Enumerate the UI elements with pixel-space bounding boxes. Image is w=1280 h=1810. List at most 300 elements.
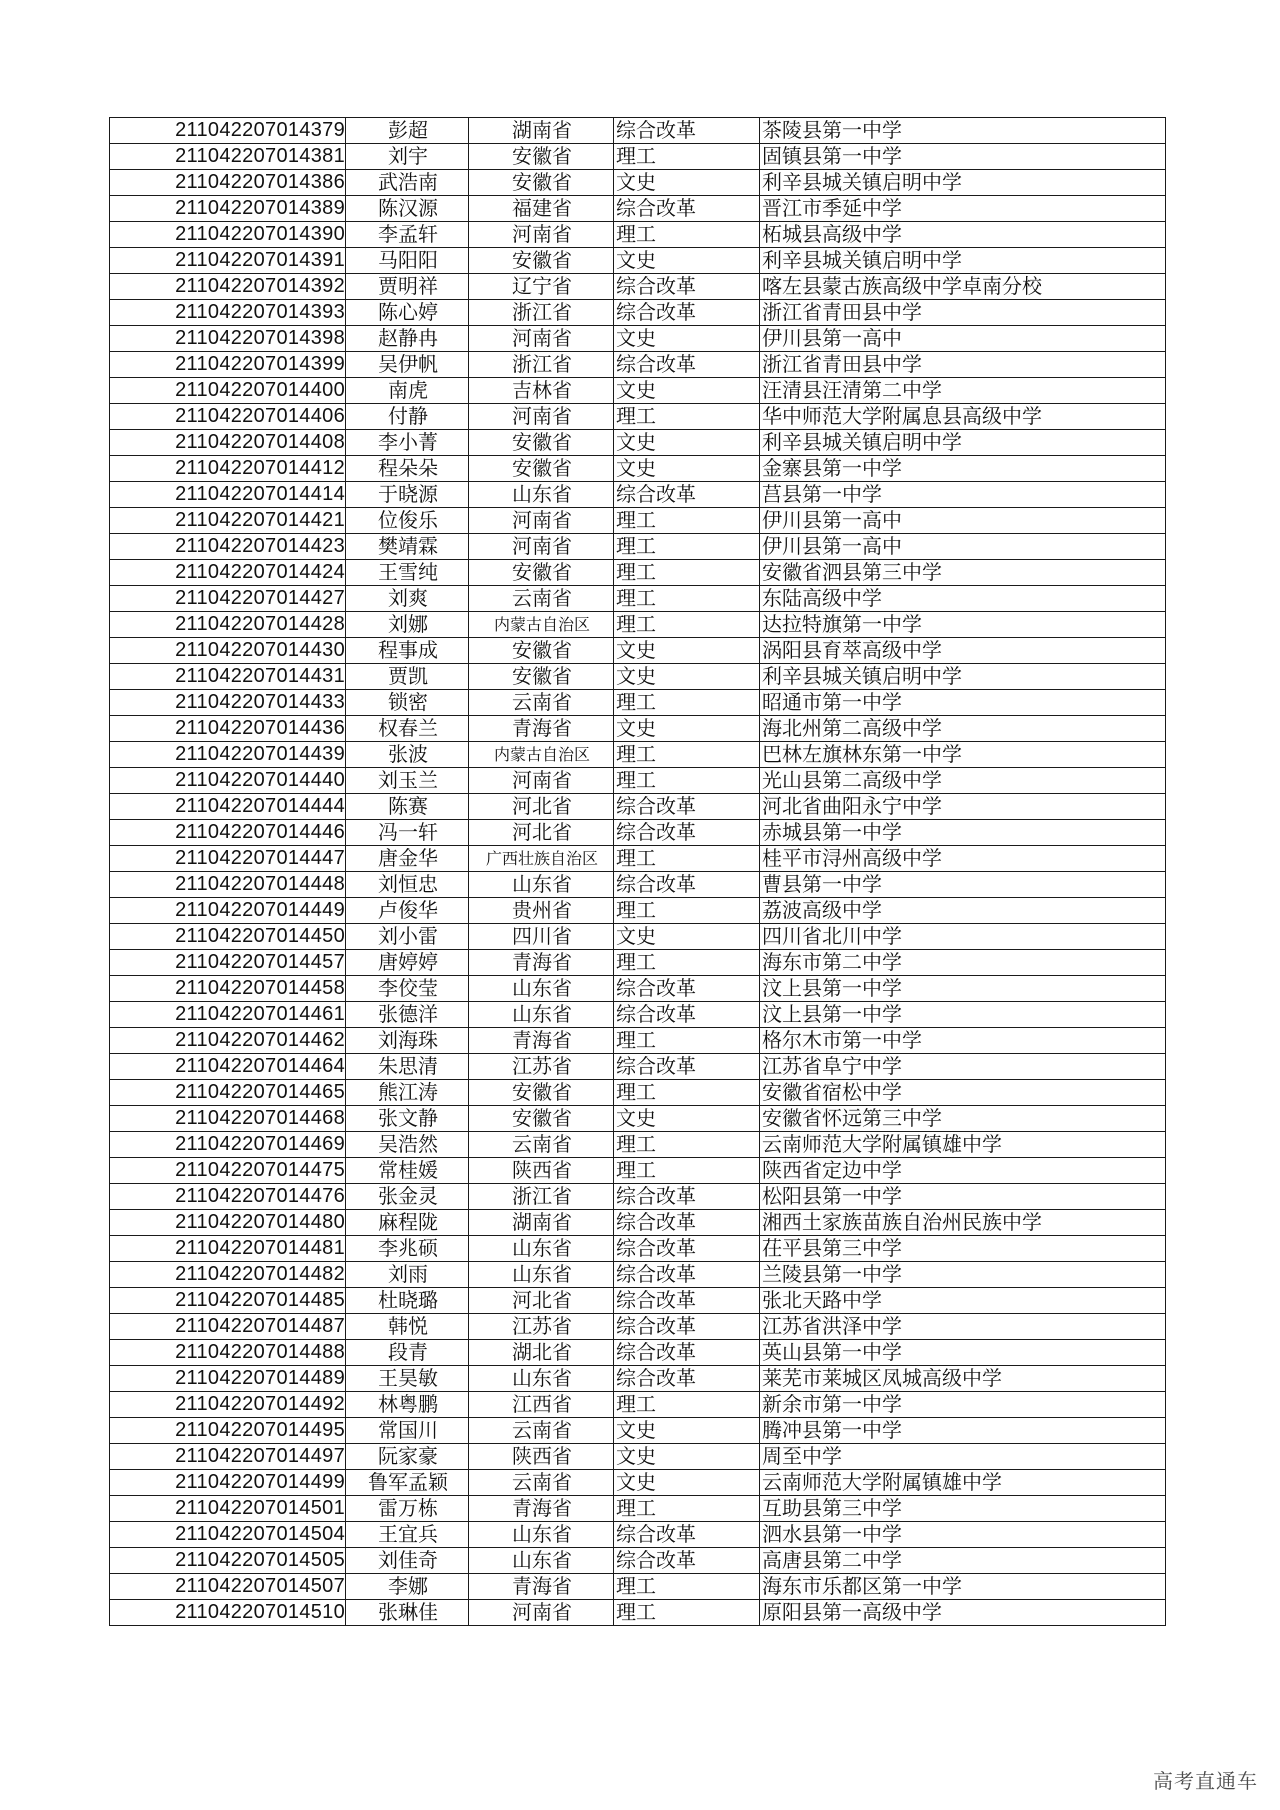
table-row [110,1184,1166,1210]
candidate-number-cell: 211042207014480 [110,1210,346,1236]
table-row [110,248,1166,274]
table-row [110,326,1166,352]
candidate-number-cell: 211042207014504 [110,1522,346,1548]
province-cell: 江苏省 [469,1054,614,1080]
table-row [110,950,1166,976]
province-cell: 山东省 [469,1366,614,1392]
province-cell: 福建省 [469,196,614,222]
high-school-cell: 张北天路中学 [760,1288,1166,1314]
student-name-cell: 韩悦 [346,1314,469,1340]
table-row [110,1158,1166,1184]
student-name-cell: 陈心婷 [346,300,469,326]
high-school-cell: 周至中学 [760,1444,1166,1470]
province-cell: 河北省 [469,1288,614,1314]
table-row [110,1496,1166,1522]
student-name-cell: 卢俊华 [346,898,469,924]
province-cell: 内蒙古自治区 [469,742,614,768]
high-school-cell: 英山县第一中学 [760,1340,1166,1366]
subject-track-cell: 综合改革 [614,794,760,820]
province-cell: 云南省 [469,690,614,716]
student-name-cell: 雷万栋 [346,1496,469,1522]
candidate-number-cell: 211042207014412 [110,456,346,482]
student-name-cell: 刘佳奇 [346,1548,469,1574]
high-school-cell: 四川省北川中学 [760,924,1166,950]
student-name-cell: 彭超 [346,118,469,144]
subject-track-cell: 理工 [614,846,760,872]
subject-track-cell: 综合改革 [614,1314,760,1340]
table-row [110,794,1166,820]
student-name-cell: 李娜 [346,1574,469,1600]
table-row [110,1002,1166,1028]
subject-track-cell: 文史 [614,638,760,664]
table-row [110,716,1166,742]
student-name-cell: 陈汉源 [346,196,469,222]
province-cell: 广西壮族自治区 [469,846,614,872]
high-school-cell: 金寨县第一中学 [760,456,1166,482]
subject-track-cell: 综合改革 [614,300,760,326]
candidate-number-cell: 211042207014485 [110,1288,346,1314]
province-cell: 河南省 [469,508,614,534]
candidate-number-cell: 211042207014424 [110,560,346,586]
high-school-cell: 固镇县第一中学 [760,144,1166,170]
student-name-cell: 于晓源 [346,482,469,508]
candidate-number-cell: 211042207014398 [110,326,346,352]
student-name-cell: 刘宇 [346,144,469,170]
table-row [110,1262,1166,1288]
student-name-cell: 鲁军孟颖 [346,1470,469,1496]
candidate-number-cell: 211042207014507 [110,1574,346,1600]
subject-track-cell: 综合改革 [614,820,760,846]
candidate-number-cell: 211042207014461 [110,1002,346,1028]
subject-track-cell: 理工 [614,690,760,716]
high-school-cell: 江苏省洪泽中学 [760,1314,1166,1340]
candidate-number-cell: 211042207014440 [110,768,346,794]
province-cell: 内蒙古自治区 [469,612,614,638]
table-row [110,664,1166,690]
subject-track-cell: 理工 [614,1600,760,1626]
student-name-cell: 刘雨 [346,1262,469,1288]
candidate-number-cell: 211042207014391 [110,248,346,274]
candidate-number-cell: 211042207014392 [110,274,346,300]
student-name-cell: 锁密 [346,690,469,716]
table-row [110,1028,1166,1054]
candidate-number-cell: 211042207014446 [110,820,346,846]
high-school-cell: 汪清县汪清第二中学 [760,378,1166,404]
subject-track-cell: 综合改革 [614,872,760,898]
high-school-cell: 达拉特旗第一中学 [760,612,1166,638]
table-row [110,638,1166,664]
table-row [110,300,1166,326]
student-name-cell: 李小菁 [346,430,469,456]
candidate-number-cell: 211042207014492 [110,1392,346,1418]
high-school-cell: 柘城县高级中学 [760,222,1166,248]
table-row [110,690,1166,716]
province-cell: 青海省 [469,950,614,976]
high-school-cell: 涡阳县育萃高级中学 [760,638,1166,664]
province-cell: 云南省 [469,1132,614,1158]
subject-track-cell: 理工 [614,560,760,586]
student-name-cell: 刘小雷 [346,924,469,950]
high-school-cell: 汶上县第一中学 [760,976,1166,1002]
student-name-cell: 张金灵 [346,1184,469,1210]
subject-track-cell: 理工 [614,1080,760,1106]
student-name-cell: 阮家豪 [346,1444,469,1470]
subject-track-cell: 文史 [614,1470,760,1496]
province-cell: 云南省 [469,1418,614,1444]
candidate-number-cell: 211042207014436 [110,716,346,742]
high-school-cell: 泗水县第一中学 [760,1522,1166,1548]
province-cell: 浙江省 [469,352,614,378]
subject-track-cell: 综合改革 [614,1366,760,1392]
table-row [110,1392,1166,1418]
table-row [110,352,1166,378]
subject-track-cell: 理工 [614,404,760,430]
table-row [110,534,1166,560]
candidate-number-cell: 211042207014476 [110,1184,346,1210]
high-school-cell: 利辛县城关镇启明中学 [760,430,1166,456]
candidate-number-cell: 211042207014458 [110,976,346,1002]
candidate-number-cell: 211042207014499 [110,1470,346,1496]
student-name-cell: 唐婷婷 [346,950,469,976]
candidate-number-cell: 211042207014408 [110,430,346,456]
province-cell: 山东省 [469,1236,614,1262]
student-name-cell: 樊靖霖 [346,534,469,560]
high-school-cell: 云南师范大学附属镇雄中学 [760,1470,1166,1496]
candidate-number-cell: 211042207014428 [110,612,346,638]
province-cell: 湖南省 [469,118,614,144]
candidate-number-cell: 211042207014505 [110,1548,346,1574]
candidate-number-cell: 211042207014399 [110,352,346,378]
province-cell: 山东省 [469,482,614,508]
high-school-cell: 桂平市浔州高级中学 [760,846,1166,872]
subject-track-cell: 综合改革 [614,1522,760,1548]
province-cell: 安徽省 [469,456,614,482]
candidate-number-cell: 211042207014468 [110,1106,346,1132]
province-cell: 河南省 [469,404,614,430]
subject-track-cell: 综合改革 [614,482,760,508]
high-school-cell: 兰陵县第一中学 [760,1262,1166,1288]
high-school-cell: 湘西土家族苗族自治州民族中学 [760,1210,1166,1236]
candidate-number-cell: 211042207014457 [110,950,346,976]
province-cell: 青海省 [469,716,614,742]
high-school-cell: 浙江省青田县中学 [760,352,1166,378]
province-cell: 河北省 [469,820,614,846]
high-school-cell: 茶陵县第一中学 [760,118,1166,144]
candidate-number-cell: 211042207014450 [110,924,346,950]
high-school-cell: 喀左县蒙古族高级中学卓南分校 [760,274,1166,300]
province-cell: 安徽省 [469,170,614,196]
table-row [110,742,1166,768]
candidate-number-cell: 211042207014439 [110,742,346,768]
subject-track-cell: 文史 [614,378,760,404]
province-cell: 青海省 [469,1028,614,1054]
province-cell: 浙江省 [469,1184,614,1210]
student-name-cell: 常国川 [346,1418,469,1444]
candidate-number-cell: 211042207014414 [110,482,346,508]
high-school-cell: 曹县第一中学 [760,872,1166,898]
student-name-cell: 南虎 [346,378,469,404]
subject-track-cell: 理工 [614,1132,760,1158]
candidate-number-cell: 211042207014501 [110,1496,346,1522]
student-name-cell: 贾凯 [346,664,469,690]
candidate-number-cell: 211042207014430 [110,638,346,664]
candidate-number-cell: 211042207014464 [110,1054,346,1080]
student-name-cell: 权春兰 [346,716,469,742]
province-cell: 河北省 [469,794,614,820]
table-row [110,378,1166,404]
table-row [110,1288,1166,1314]
subject-track-cell: 综合改革 [614,196,760,222]
province-cell: 贵州省 [469,898,614,924]
subject-track-cell: 综合改革 [614,1236,760,1262]
province-cell: 山东省 [469,1262,614,1288]
candidate-number-cell: 211042207014489 [110,1366,346,1392]
student-name-cell: 段青 [346,1340,469,1366]
candidate-number-cell: 211042207014510 [110,1600,346,1626]
high-school-cell: 格尔木市第一中学 [760,1028,1166,1054]
candidate-number-cell: 211042207014379 [110,118,346,144]
province-cell: 安徽省 [469,560,614,586]
candidate-number-cell: 211042207014469 [110,1132,346,1158]
roster-body [110,118,1166,1626]
subject-track-cell: 理工 [614,1574,760,1600]
province-cell: 辽宁省 [469,274,614,300]
subject-track-cell: 文史 [614,248,760,274]
subject-track-cell: 文史 [614,1418,760,1444]
province-cell: 安徽省 [469,664,614,690]
high-school-cell: 云南师范大学附属镇雄中学 [760,1132,1166,1158]
student-name-cell: 刘恒忠 [346,872,469,898]
table-row [110,508,1166,534]
table-row [110,1236,1166,1262]
table-row [110,586,1166,612]
table-row [110,1548,1166,1574]
student-name-cell: 张德洋 [346,1002,469,1028]
province-cell: 青海省 [469,1574,614,1600]
province-cell: 青海省 [469,1496,614,1522]
student-name-cell: 李兆硕 [346,1236,469,1262]
table-row [110,144,1166,170]
table-row [110,1314,1166,1340]
high-school-cell: 伊川县第一高中 [760,326,1166,352]
subject-track-cell: 综合改革 [614,1288,760,1314]
candidate-number-cell: 211042207014389 [110,196,346,222]
candidate-number-cell: 211042207014495 [110,1418,346,1444]
province-cell: 山东省 [469,1548,614,1574]
province-cell: 安徽省 [469,248,614,274]
province-cell: 湖北省 [469,1340,614,1366]
student-name-cell: 唐金华 [346,846,469,872]
table-row [110,872,1166,898]
student-name-cell: 程朵朵 [346,456,469,482]
watermark-text: 高考直通车 [1153,1769,1258,1793]
subject-track-cell: 文史 [614,664,760,690]
candidate-number-cell: 211042207014487 [110,1314,346,1340]
table-row [110,404,1166,430]
province-cell: 河南省 [469,1600,614,1626]
subject-track-cell: 文史 [614,1106,760,1132]
high-school-cell: 安徽省宿松中学 [760,1080,1166,1106]
province-cell: 安徽省 [469,1080,614,1106]
student-name-cell: 刘玉兰 [346,768,469,794]
subject-track-cell: 综合改革 [614,1210,760,1236]
candidate-number-cell: 211042207014431 [110,664,346,690]
table-row [110,1522,1166,1548]
student-name-cell: 朱思清 [346,1054,469,1080]
province-cell: 吉林省 [469,378,614,404]
student-name-cell: 陈赛 [346,794,469,820]
candidate-number-cell: 211042207014465 [110,1080,346,1106]
candidate-number-cell: 211042207014449 [110,898,346,924]
table-row [110,222,1166,248]
student-name-cell: 马阳阳 [346,248,469,274]
table-row [110,924,1166,950]
table-row [110,482,1166,508]
subject-track-cell: 文史 [614,924,760,950]
province-cell: 山东省 [469,976,614,1002]
student-name-cell: 张文静 [346,1106,469,1132]
student-name-cell: 刘娜 [346,612,469,638]
candidate-number-cell: 211042207014447 [110,846,346,872]
subject-track-cell: 理工 [614,950,760,976]
high-school-cell: 新余市第一中学 [760,1392,1166,1418]
high-school-cell: 海东市乐都区第一中学 [760,1574,1166,1600]
subject-track-cell: 文史 [614,1444,760,1470]
subject-track-cell: 理工 [614,1028,760,1054]
table-row [110,1418,1166,1444]
province-cell: 河南省 [469,326,614,352]
subject-track-cell: 文史 [614,170,760,196]
table-row [110,820,1166,846]
student-name-cell: 张波 [346,742,469,768]
table-row [110,430,1166,456]
student-name-cell: 王宜兵 [346,1522,469,1548]
high-school-cell: 海东市第二中学 [760,950,1166,976]
high-school-cell: 互助县第三中学 [760,1496,1166,1522]
province-cell: 陕西省 [469,1444,614,1470]
student-name-cell: 程事成 [346,638,469,664]
province-cell: 湖南省 [469,1210,614,1236]
high-school-cell: 江苏省阜宁中学 [760,1054,1166,1080]
table-row [110,274,1166,300]
table-row [110,456,1166,482]
candidate-number-cell: 211042207014421 [110,508,346,534]
student-name-cell: 王昊敏 [346,1366,469,1392]
high-school-cell: 安徽省怀远第三中学 [760,1106,1166,1132]
candidate-number-cell: 211042207014433 [110,690,346,716]
subject-track-cell: 综合改革 [614,1340,760,1366]
subject-track-cell: 综合改革 [614,1184,760,1210]
student-name-cell: 李孟轩 [346,222,469,248]
subject-track-cell: 理工 [614,1392,760,1418]
high-school-cell: 利辛县城关镇启明中学 [760,170,1166,196]
province-cell: 江西省 [469,1392,614,1418]
subject-track-cell: 文史 [614,716,760,742]
candidate-number-cell: 211042207014390 [110,222,346,248]
table-row [110,1210,1166,1236]
province-cell: 云南省 [469,1470,614,1496]
table-row [110,976,1166,1002]
table-row [110,1340,1166,1366]
province-cell: 河南省 [469,534,614,560]
candidate-number-cell: 211042207014406 [110,404,346,430]
candidate-number-cell: 211042207014381 [110,144,346,170]
student-name-cell: 林粤鹏 [346,1392,469,1418]
table-row [110,1574,1166,1600]
candidate-number-cell: 211042207014448 [110,872,346,898]
student-name-cell: 位俊乐 [346,508,469,534]
table-row [110,196,1166,222]
subject-track-cell: 文史 [614,326,760,352]
subject-track-cell: 综合改革 [614,1262,760,1288]
high-school-cell: 河北省曲阳永宁中学 [760,794,1166,820]
student-name-cell: 冯一轩 [346,820,469,846]
student-name-cell: 麻程陇 [346,1210,469,1236]
table-row [110,898,1166,924]
high-school-cell: 原阳县第一高级中学 [760,1600,1166,1626]
high-school-cell: 安徽省泗县第三中学 [760,560,1166,586]
table-row [110,1106,1166,1132]
candidate-number-cell: 211042207014393 [110,300,346,326]
province-cell: 安徽省 [469,430,614,456]
subject-track-cell: 理工 [614,898,760,924]
student-name-cell: 刘爽 [346,586,469,612]
high-school-cell: 伊川县第一高中 [760,534,1166,560]
high-school-cell: 荔波高级中学 [760,898,1166,924]
high-school-cell: 光山县第二高级中学 [760,768,1166,794]
subject-track-cell: 综合改革 [614,1548,760,1574]
high-school-cell: 莱芜市莱城区凤城高级中学 [760,1366,1166,1392]
subject-track-cell: 综合改革 [614,1002,760,1028]
student-name-cell: 吴伊帆 [346,352,469,378]
subject-track-cell: 综合改革 [614,274,760,300]
candidate-number-cell: 211042207014444 [110,794,346,820]
subject-track-cell: 理工 [614,742,760,768]
table-row [110,1080,1166,1106]
high-school-cell: 高唐县第二中学 [760,1548,1166,1574]
table-row [110,1132,1166,1158]
table-row [110,1600,1166,1626]
table-row [110,1054,1166,1080]
student-name-cell: 贾明祥 [346,274,469,300]
subject-track-cell: 文史 [614,456,760,482]
student-name-cell: 李佼莹 [346,976,469,1002]
high-school-cell: 陕西省定边中学 [760,1158,1166,1184]
candidate-number-cell: 211042207014423 [110,534,346,560]
province-cell: 河南省 [469,222,614,248]
subject-track-cell: 综合改革 [614,1054,760,1080]
subject-track-cell: 理工 [614,612,760,638]
student-name-cell: 熊江涛 [346,1080,469,1106]
province-cell: 安徽省 [469,1106,614,1132]
table-row [110,118,1166,144]
candidate-number-cell: 211042207014462 [110,1028,346,1054]
student-name-cell: 常桂媛 [346,1158,469,1184]
student-name-cell: 刘海珠 [346,1028,469,1054]
high-school-cell: 茌平县第三中学 [760,1236,1166,1262]
high-school-cell: 伊川县第一高中 [760,508,1166,534]
subject-track-cell: 理工 [614,534,760,560]
high-school-cell: 赤城县第一中学 [760,820,1166,846]
student-name-cell: 杜晓璐 [346,1288,469,1314]
high-school-cell: 松阳县第一中学 [760,1184,1166,1210]
province-cell: 云南省 [469,586,614,612]
table-row [110,768,1166,794]
province-cell: 河南省 [469,768,614,794]
student-name-cell: 赵静冉 [346,326,469,352]
subject-track-cell: 理工 [614,586,760,612]
province-cell: 陕西省 [469,1158,614,1184]
